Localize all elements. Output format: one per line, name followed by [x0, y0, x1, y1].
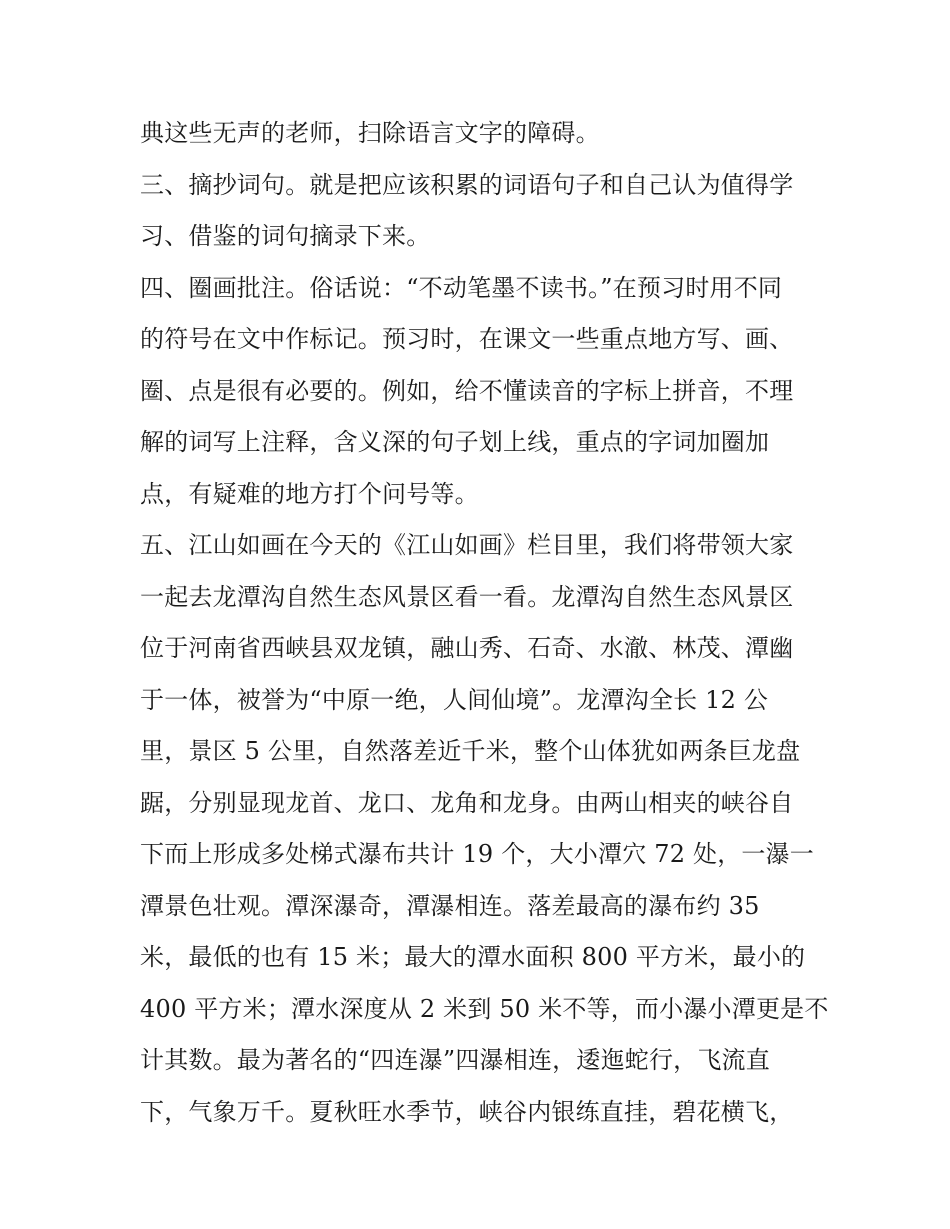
- text-line-6: 圈、点是很有必要的。例如，给不懂读音的字标上拼音，不理: [140, 376, 794, 405]
- text-line-1: 典这些无声的老师，扫除语言文字的障碍。: [140, 119, 600, 147]
- text-line-14: 踞，分别显现龙首、龙口、龙角和龙身。由两山相夹的峡谷自: [140, 788, 794, 817]
- text-line-16: 潭景色壮观。潭深瀑奇，潭瀑相连。落差最高的瀑布约 35: [140, 891, 760, 920]
- body-text: [140, 108, 830, 1138]
- text-line-18: 400 平方米；潭水深度从 2 米到 50 米不等，而小瀑小潭更是不: [140, 994, 829, 1023]
- text-line-12: 于一体，被誉为“中原一绝，人间仙境”。龙潭沟全长 12 公: [140, 685, 769, 714]
- text-line-10: 一起去龙潭沟自然生态风景区看一看。龙潭沟自然生态风景区: [140, 582, 794, 611]
- text-line-17: 米，最低的也有 15 米；最大的潭水面积 800 平方米，最小的: [140, 943, 806, 971]
- text-line-3: 习、借鉴的词句摘录下来。: [140, 222, 431, 250]
- text-line-15: 下而上形成多处梯式瀑布共计 19 个，大小潭穴 72 处，一瀑一: [140, 840, 814, 868]
- text-line-2: 三、摘抄词句。就是把应该积累的词语句子和自己认为值得学: [140, 170, 794, 199]
- text-line-8: 点，有疑难的地方打个问号等。: [140, 479, 479, 508]
- text-line-7: 解的词写上注释，含义深的句子划上线，重点的字词加圈加: [140, 428, 770, 456]
- text-line-11: 位于河南省西峡县双龙镇，融山秀、石奇、水澈、林茂、潭幽: [140, 634, 794, 662]
- text-line-13: 里，景区 5 公里，自然落差近千米，整个山体犹如两条巨龙盘: [140, 737, 801, 765]
- text-line-19: 计其数。最为著名的“四连瀑”四瀑相连，逶迤蛇行，飞流直: [140, 1046, 770, 1074]
- text-line-9: 五、江山如画在今天的《江山如画》栏目里，我们将带领大家: [140, 531, 794, 559]
- text-line-4: 四、圈画批注。俗话说：“不动笔墨不读书。”在预习时用不同: [140, 273, 783, 302]
- text-line-20: 下，气象万千。夏秋旺水季节，峡谷内银练直挂，碧花横飞，: [140, 1097, 794, 1126]
- text-line-5: 的符号在文中作标记。预习时，在课文一些重点地方写、画、: [140, 325, 794, 353]
